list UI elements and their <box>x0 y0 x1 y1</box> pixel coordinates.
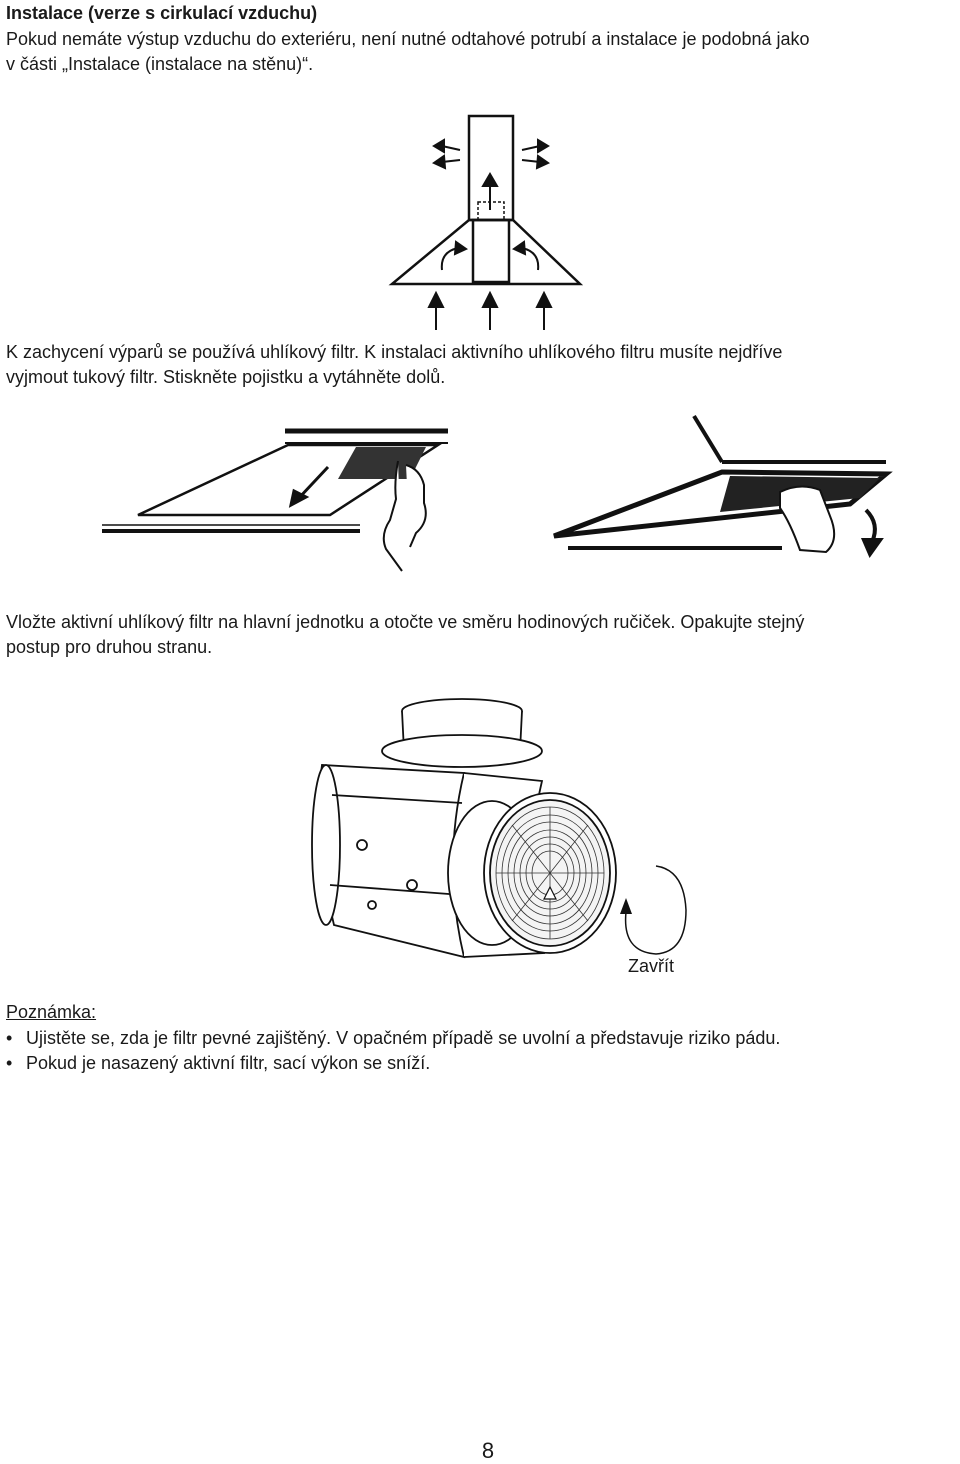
filter-removal-line-2: vyjmout tukový filtr. Stiskněte pojistku a vytáhněte dolů. <box>6 367 446 387</box>
page-number: 8 <box>481 1438 495 1463</box>
intro-line-1: Pokud nemáte výstup vzduchu do exteriéru, není nutné odtahové potrubí a instalace je podobná jako <box>6 29 810 49</box>
section-heading: Instalace (verze s cirkulací vzduchu) <box>6 3 318 23</box>
note-label: Poznámka: <box>6 1002 97 1022</box>
hood-recirculation-illustration <box>380 112 600 337</box>
intro-line-2: v části „Instalace (instalace na stěnu)“. <box>6 54 314 74</box>
close-label: Zavřít <box>628 956 675 976</box>
note-item: • Pokud je nasazený aktivní filtr, sací výkon se sníží. <box>6 1051 780 1076</box>
clockwise-arrow-icon <box>616 860 696 960</box>
filter-removal-line-1: K zachycení výparů se používá uhlíkový filtr. K instalaci aktivního uhlíkového filtru musíte nejdříve <box>6 342 783 362</box>
filter-insert-line-2: postup pro druhou stranu. <box>6 637 213 657</box>
latch-press-illustration <box>98 425 458 575</box>
motor-unit-illustration <box>292 695 632 965</box>
note-list <box>6 1026 780 1076</box>
filter-pull-illustration <box>550 412 890 562</box>
note-item: • Ujistěte se, zda je filtr pevné zajištěný. V opačném případě se uvolní a představuje riziko pádu. <box>6 1026 780 1051</box>
filter-insert-line-1: Vložte aktivní uhlíkový filtr na hlavní jednotku a otočte ve směru hodinových ručiček. Opakujte stejný <box>6 612 805 632</box>
